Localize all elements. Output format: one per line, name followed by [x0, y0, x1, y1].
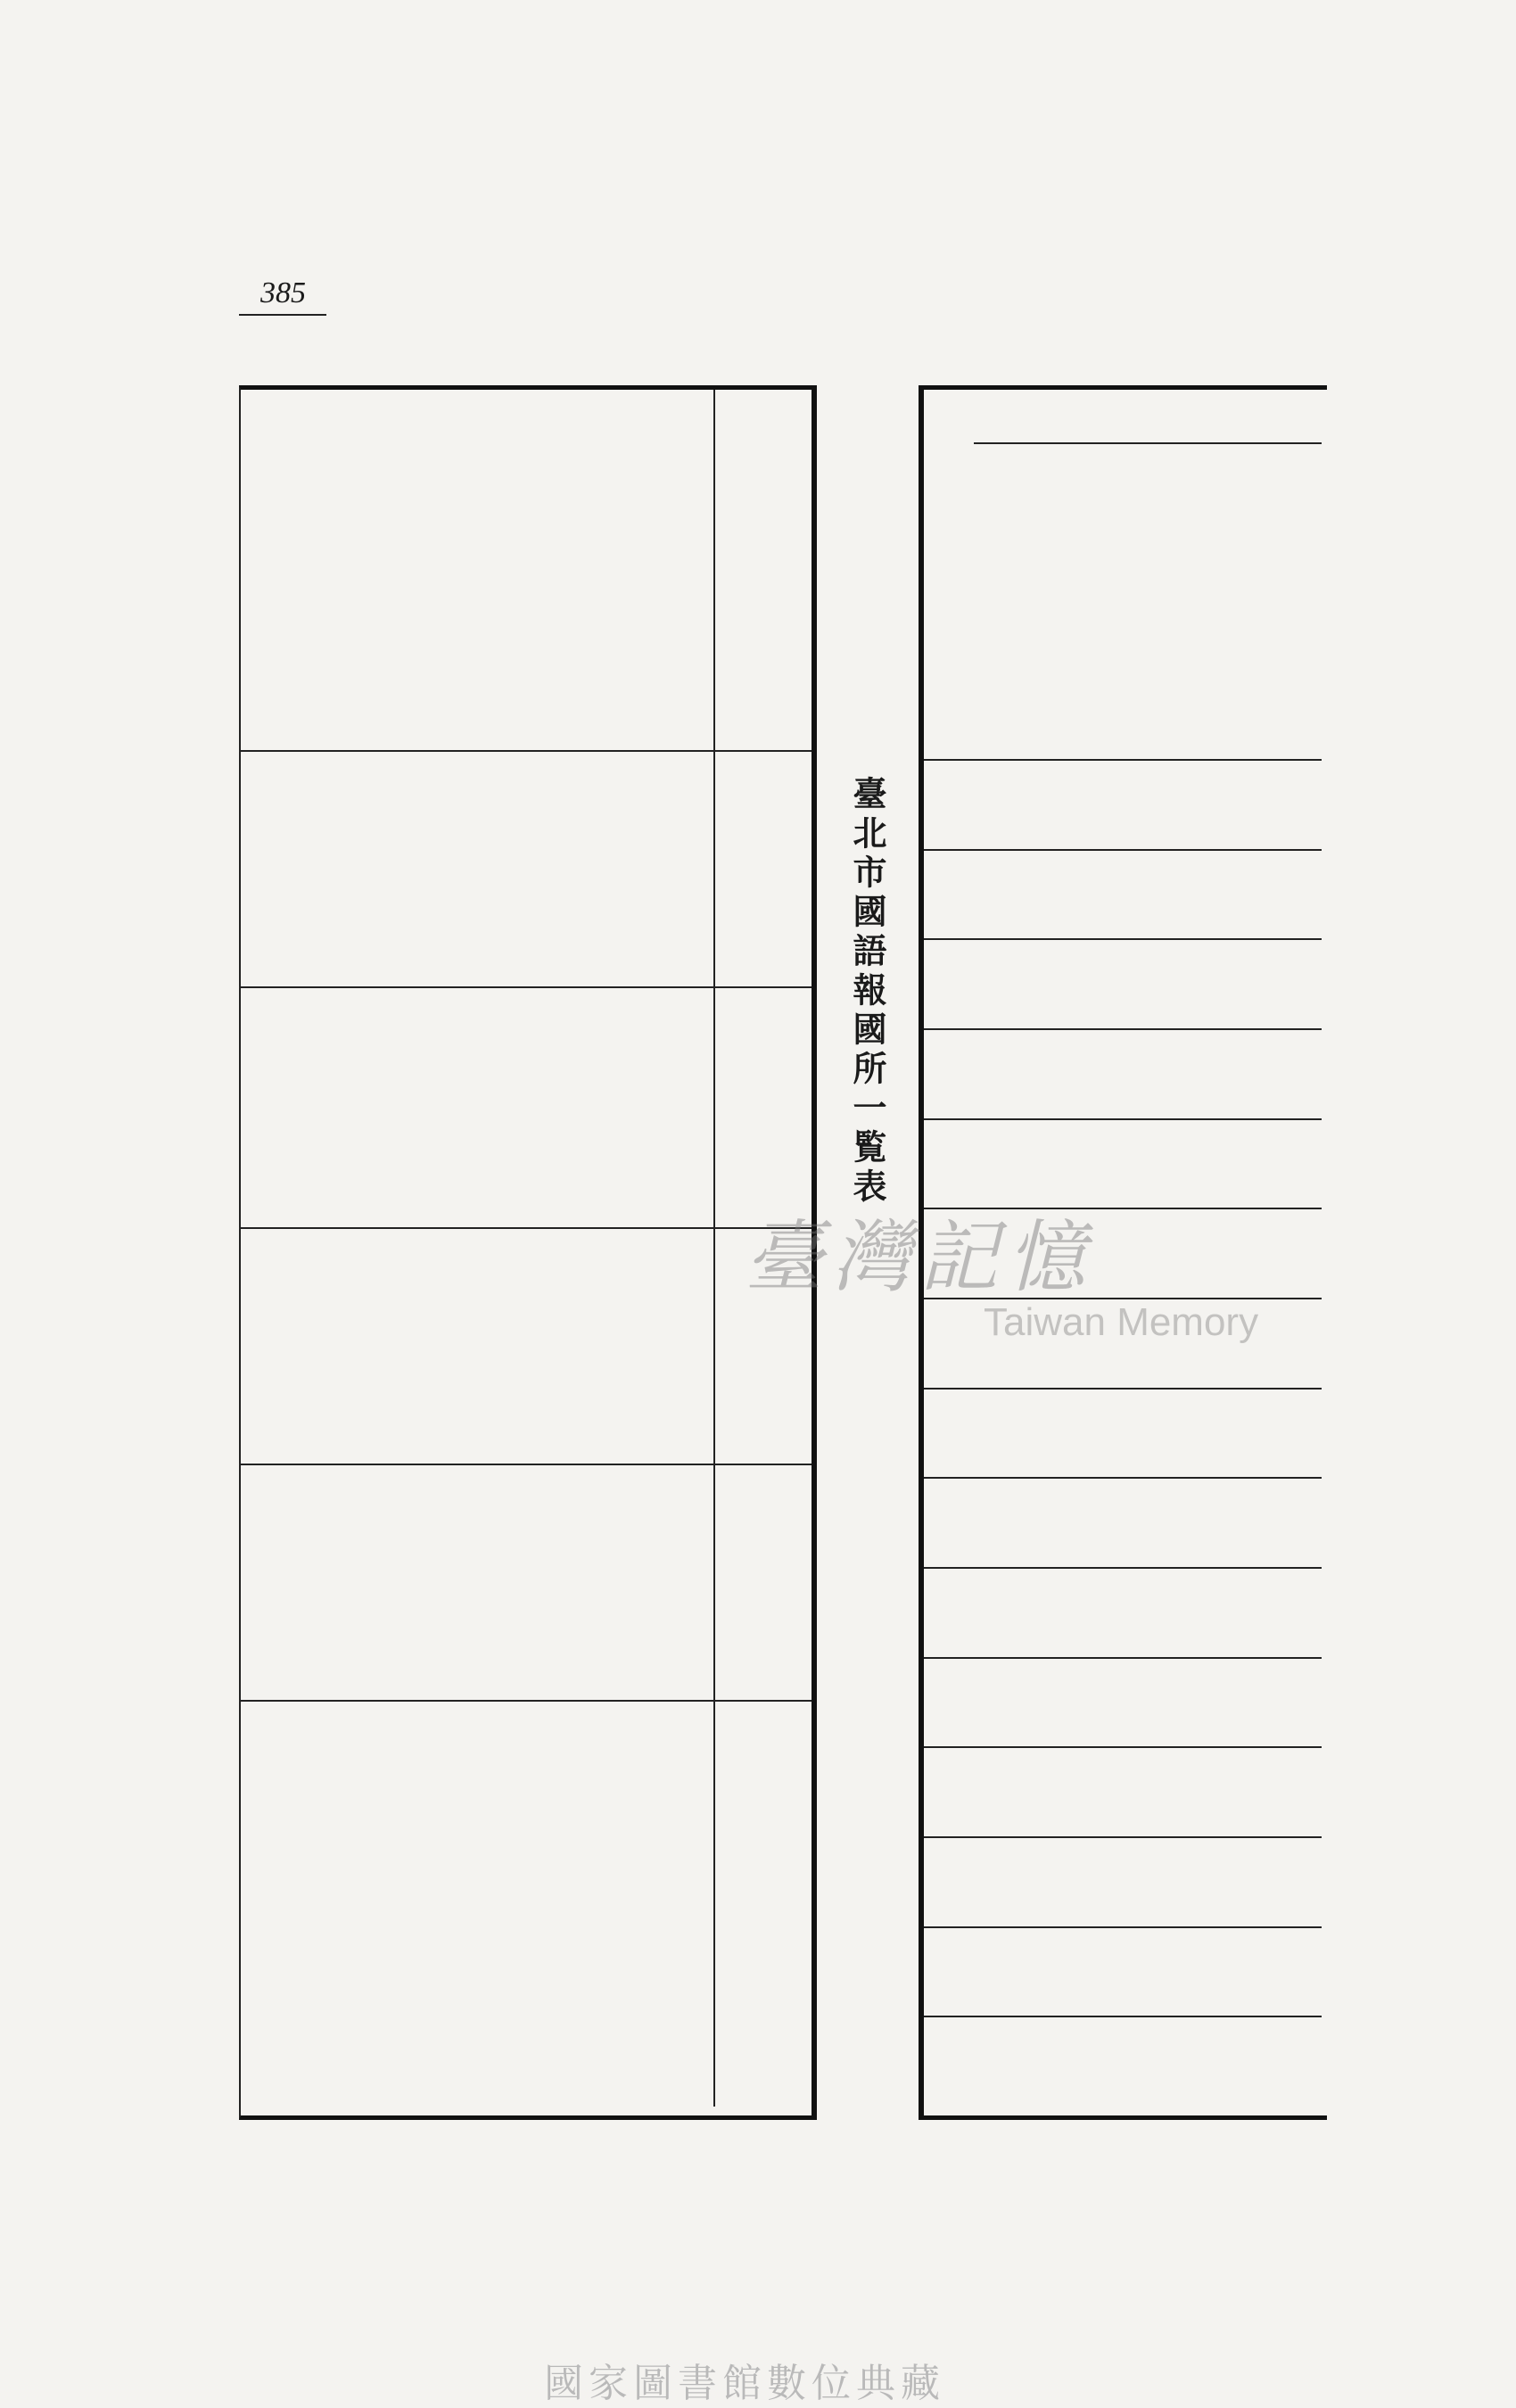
district-helpers — [346, 1464, 399, 1694]
institute-value — [1272, 1481, 1322, 1564]
row-separator — [924, 1298, 1322, 1299]
institute-value — [1173, 1212, 1223, 1295]
district-teachers — [503, 987, 556, 1221]
institute-value — [974, 1751, 1024, 1834]
institute-value — [974, 1212, 1024, 1295]
total-value — [924, 1302, 974, 1385]
institute-ditto-mark — [1223, 399, 1273, 440]
district-name — [503, 406, 556, 740]
institute-value — [1173, 1392, 1223, 1475]
institute-value — [1272, 1571, 1322, 1654]
institute-value — [1024, 1033, 1074, 1116]
institute-value — [1024, 763, 1074, 846]
institute-value — [974, 943, 1024, 1026]
institute-value — [1123, 1481, 1173, 1564]
institute-value — [1073, 943, 1123, 1026]
district-teachers — [399, 987, 451, 1221]
institute-value — [1223, 1751, 1273, 1834]
row-separator — [924, 1028, 1322, 1030]
institute-value — [1073, 1123, 1123, 1206]
institute-value — [1024, 1123, 1074, 1206]
row-separator — [924, 1388, 1322, 1390]
institute-value — [1272, 1033, 1322, 1116]
row-separator — [924, 2016, 1322, 2017]
district-students — [608, 1228, 661, 1457]
institute-value — [974, 1571, 1024, 1654]
header-3 — [713, 1246, 812, 1447]
institute-value — [1272, 1751, 1322, 1834]
institute-value — [974, 1392, 1024, 1475]
institute-value — [1223, 1931, 1273, 2014]
district-name — [346, 406, 399, 740]
total-value — [924, 2020, 974, 2103]
district-students — [451, 1228, 504, 1457]
district-name — [399, 406, 451, 740]
institute-value — [1123, 1751, 1173, 1834]
institute-ditto-mark — [1073, 399, 1123, 440]
institute-value — [1073, 1751, 1123, 1834]
total-value — [924, 1481, 974, 1564]
institute-value — [1123, 854, 1173, 936]
total-value — [924, 1571, 974, 1654]
institute-value — [1123, 1392, 1173, 1475]
institute-value — [1073, 1481, 1123, 1564]
district-students — [503, 1228, 556, 1457]
row-separator — [924, 1657, 1322, 1659]
district-count — [661, 751, 713, 980]
row-separator — [924, 1836, 1322, 1838]
row-separator — [924, 1567, 1322, 1569]
label-row-separator — [974, 442, 1322, 444]
total-value — [924, 1662, 974, 1744]
institute-value — [1223, 943, 1273, 1026]
institute-value — [974, 1481, 1024, 1564]
institute-value — [1272, 943, 1322, 1026]
district-count — [503, 751, 556, 980]
institute-value — [1173, 1302, 1223, 1385]
district-teachers — [241, 987, 293, 1221]
institute-value — [1123, 943, 1173, 1026]
institute-value — [1024, 1662, 1074, 1744]
header-5 — [713, 1719, 812, 2089]
institute-value — [1173, 1662, 1223, 1744]
district-students — [399, 1228, 451, 1457]
total-value — [924, 1123, 974, 1206]
district-teachers — [451, 987, 504, 1221]
district-name — [661, 406, 713, 740]
institute-value — [1223, 1033, 1273, 1116]
district-students — [241, 1228, 293, 1457]
institute-value — [1173, 1751, 1223, 1834]
institute-value — [1173, 1931, 1223, 2014]
district-helpers — [293, 1464, 346, 1694]
institute-ditto-mark — [1024, 399, 1074, 440]
institute-value — [1272, 1123, 1322, 1206]
institute-value — [1272, 1212, 1322, 1295]
row-separator — [924, 1208, 1322, 1209]
district-helpers — [451, 1464, 504, 1694]
institute-value — [1223, 1123, 1273, 1206]
district-name — [451, 406, 504, 740]
row-separator — [924, 1746, 1322, 1748]
total-value — [924, 763, 974, 846]
row-separator — [924, 938, 1322, 940]
institute-value — [1024, 1931, 1074, 2014]
institute-value — [1123, 2020, 1173, 2103]
district-name — [556, 406, 608, 740]
institute-value — [1173, 1033, 1223, 1116]
institute-value — [1073, 1392, 1123, 1475]
institute-value — [1223, 1302, 1273, 1385]
watermark-english: Taiwan Memory — [984, 1300, 1259, 1344]
institute-value — [1173, 2020, 1223, 2103]
district-count — [293, 751, 346, 980]
institute-value — [1272, 2020, 1322, 2103]
institute-value — [1123, 1841, 1173, 1924]
total-label — [924, 479, 974, 724]
district-name — [608, 406, 661, 740]
institute-value — [1173, 943, 1223, 1026]
institute-name — [1073, 454, 1123, 749]
institute-value — [974, 854, 1024, 936]
institute-name — [1123, 454, 1173, 749]
institute-name — [1223, 454, 1273, 749]
institute-value — [974, 1841, 1024, 1924]
institute-value — [1024, 1212, 1074, 1295]
institute-value — [974, 1662, 1024, 1744]
institute-value — [1223, 1841, 1273, 1924]
institute-value — [1123, 1931, 1173, 2014]
institute-value — [974, 1931, 1024, 2014]
district-teachers — [346, 987, 399, 1221]
institute-value — [1223, 1662, 1273, 1744]
institute-value — [1173, 1571, 1223, 1654]
header-0 — [713, 408, 812, 733]
institute-value — [1223, 1212, 1273, 1295]
name-row-separator — [924, 759, 1322, 761]
total-value — [924, 1751, 974, 1834]
institute-value — [1173, 1123, 1223, 1206]
institute-ditto-mark — [1173, 399, 1223, 440]
district-count — [608, 751, 661, 980]
institute-value — [1073, 1841, 1123, 1924]
total-value — [924, 1392, 974, 1475]
institute-value — [1223, 1481, 1273, 1564]
district-teachers — [608, 987, 661, 1221]
district-helpers — [608, 1464, 661, 1694]
institute-value — [1173, 854, 1223, 936]
institute-name — [1173, 454, 1223, 749]
institute-value — [974, 1033, 1024, 1116]
row-separator — [924, 1118, 1322, 1120]
district-teachers — [293, 987, 346, 1221]
district-students — [556, 1228, 608, 1457]
institute-value — [1073, 854, 1123, 936]
page-number: 385 — [260, 276, 306, 309]
header-2 — [713, 1005, 812, 1210]
archive-footer: 國家圖書館數位典藏 — [544, 2361, 945, 2406]
institute-value — [1024, 1481, 1074, 1564]
page-number-rule — [239, 314, 326, 316]
district-count — [451, 751, 504, 980]
institute-value — [1024, 2020, 1074, 2103]
institute-value — [1024, 1302, 1074, 1385]
institute-name — [974, 454, 1024, 749]
district-helpers — [503, 1464, 556, 1694]
district-count — [346, 751, 399, 980]
total-value — [924, 943, 974, 1026]
institute-name — [1272, 454, 1322, 749]
institute-value — [1123, 1302, 1173, 1385]
institute-value — [974, 1302, 1024, 1385]
institute-value — [1173, 1841, 1223, 1924]
district-name — [241, 406, 293, 740]
institute-table — [919, 385, 1327, 2120]
row-separator — [924, 849, 1322, 851]
district-students — [346, 1228, 399, 1457]
institute-value — [1223, 763, 1273, 846]
district-helpers — [661, 1464, 713, 1694]
institute-value — [974, 2020, 1024, 2103]
total-value — [924, 1931, 974, 2014]
institute-value — [1073, 1571, 1123, 1654]
institute-value — [1272, 854, 1322, 936]
institute-value — [1272, 1392, 1322, 1475]
institute-name — [1024, 454, 1074, 749]
institute-value — [1073, 1931, 1123, 2014]
district-count — [556, 751, 608, 980]
institute-value — [1073, 763, 1123, 846]
institute-value — [1173, 1481, 1223, 1564]
document-title: 臺北市國語報國所一覧表 — [847, 776, 886, 1208]
institute-ditto-mark — [1272, 399, 1322, 440]
institute-value — [1173, 763, 1223, 846]
institute-value — [1073, 2020, 1123, 2103]
institute-value — [1123, 1662, 1173, 1744]
institute-value — [1223, 854, 1273, 936]
district-note — [625, 1710, 713, 2098]
institute-value — [1024, 1841, 1074, 1924]
total-value — [924, 1033, 974, 1116]
institute-ditto-mark — [974, 399, 1024, 440]
institute-value — [1024, 1571, 1074, 1654]
institute-value — [974, 1123, 1024, 1206]
institute-value — [1073, 1033, 1123, 1116]
district-name — [293, 406, 346, 740]
institute-value — [1272, 1302, 1322, 1385]
institute-value — [1073, 1662, 1123, 1744]
institute-value — [1123, 1033, 1173, 1116]
institute-value — [1272, 763, 1322, 846]
institute-value — [1223, 2020, 1273, 2103]
header-4 — [713, 1482, 812, 1683]
institute-ditto-mark — [1123, 399, 1173, 440]
institute-value — [1272, 1662, 1322, 1744]
district-count — [399, 751, 451, 980]
institute-value — [1024, 1751, 1074, 1834]
institute-value — [1123, 1571, 1173, 1654]
row-separator — [924, 1926, 1322, 1928]
district-helpers — [241, 1464, 293, 1694]
total-value — [924, 1212, 974, 1295]
district-students — [293, 1228, 346, 1457]
institute-value — [1272, 1931, 1322, 2014]
district-count — [241, 751, 293, 980]
institute-value — [1123, 763, 1173, 846]
district-helpers — [399, 1464, 451, 1694]
institute-value — [1123, 1123, 1173, 1206]
institute-value — [1024, 1392, 1074, 1475]
institute-value — [1123, 1212, 1173, 1295]
district-teachers — [556, 987, 608, 1221]
institute-value — [1223, 1571, 1273, 1654]
district-table — [239, 385, 817, 2120]
institute-value — [1073, 1212, 1123, 1295]
district-students — [661, 1228, 713, 1457]
institute-value — [1073, 1302, 1123, 1385]
header-1 — [713, 769, 812, 969]
district-helpers — [556, 1464, 608, 1694]
total-value — [924, 854, 974, 936]
institute-value — [974, 763, 1024, 846]
watermark-logo-text: 臺灣記憶 — [745, 1211, 1095, 1303]
district-teachers — [661, 987, 713, 1221]
institute-value — [1024, 943, 1074, 1026]
row-separator — [924, 1477, 1322, 1479]
institute-value — [1223, 1392, 1273, 1475]
institute-value — [1272, 1841, 1322, 1924]
institute-value — [1024, 854, 1074, 936]
band-separator — [241, 1700, 812, 1702]
total-value — [924, 1841, 974, 1924]
